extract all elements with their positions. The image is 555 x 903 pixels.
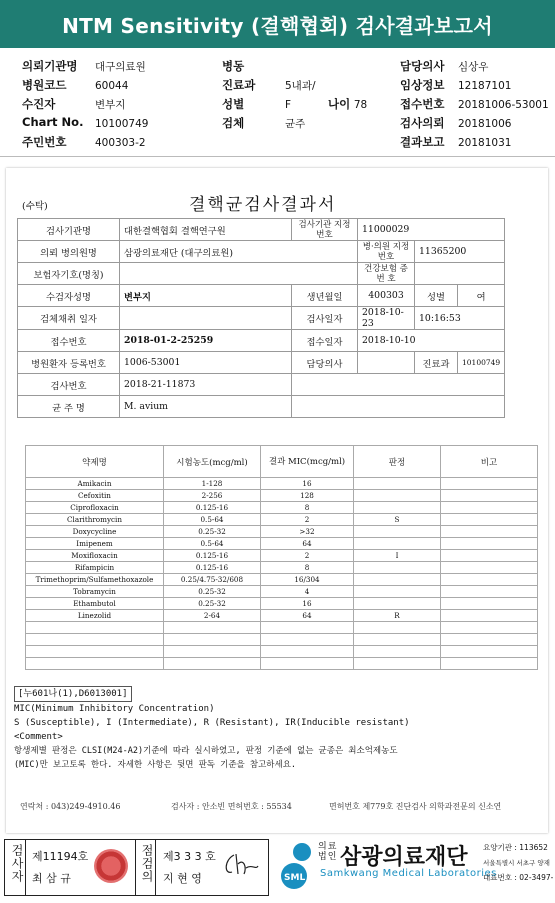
mic-result: 16 bbox=[261, 598, 354, 610]
remark bbox=[441, 538, 538, 550]
mic-result bbox=[261, 634, 354, 646]
mic-result: 2 bbox=[261, 550, 354, 562]
receipt-date-label: 접수일자 bbox=[292, 330, 358, 352]
org-prefix: 의료법인 bbox=[318, 842, 338, 862]
drug-name bbox=[26, 646, 164, 658]
remark bbox=[441, 574, 538, 586]
receipt-date: 2018-10-10 bbox=[358, 330, 505, 352]
test-range: 0.25/4.75-32/608 bbox=[164, 574, 261, 586]
test-range bbox=[164, 634, 261, 646]
dept: 10100749 bbox=[458, 352, 505, 374]
test-range: 0.25-32 bbox=[164, 586, 261, 598]
interpretation bbox=[354, 490, 441, 502]
test-range bbox=[164, 646, 261, 658]
dob: 400303 bbox=[358, 285, 415, 307]
note-comment-2: (MIC)만 보고토록 한다. 자세한 사항은 뒷면 판독 기준을 참고하세요. bbox=[14, 760, 297, 770]
mic-result: 64 bbox=[261, 610, 354, 622]
test-range: 0.5-64 bbox=[164, 514, 261, 526]
remark bbox=[441, 622, 538, 634]
test-range: 0.25-32 bbox=[164, 526, 261, 538]
lab-name: 대한결핵협회 결핵연구원 bbox=[120, 219, 292, 241]
test-range: 1-128 bbox=[164, 478, 261, 490]
footer-license: 면허번호 제779호 진단검사 의학과전문의 신소연 bbox=[329, 802, 502, 811]
org-name: 삼광의료재단 bbox=[340, 845, 468, 870]
verifier-tag: 점검의 bbox=[140, 844, 154, 883]
drug-row bbox=[26, 646, 538, 658]
drug-row bbox=[26, 490, 538, 502]
req-code-label: 병·의원 지정번호 bbox=[358, 241, 415, 263]
col-drug: 약제명 bbox=[26, 446, 164, 478]
interpretation bbox=[354, 634, 441, 646]
test-range: 0.25-32 bbox=[164, 598, 261, 610]
remark bbox=[441, 634, 538, 646]
mic-result bbox=[261, 622, 354, 634]
header-label: 결과보고 bbox=[400, 135, 445, 149]
susceptibility-table bbox=[25, 445, 538, 670]
header-label: 검체 bbox=[222, 116, 245, 130]
drug-name: Imipenem bbox=[26, 538, 164, 550]
interpretation bbox=[354, 562, 441, 574]
note-mic: MIC(Minimum Inhibitory Concentration) bbox=[14, 704, 215, 714]
lab-code: 11000029 bbox=[358, 219, 505, 241]
col-interp: 판정 bbox=[354, 446, 441, 478]
drug-row bbox=[26, 586, 538, 598]
drug-name: Amikacin bbox=[26, 478, 164, 490]
examiner-tag: 검사자 bbox=[10, 844, 24, 883]
drug-name: Rifampicin bbox=[26, 562, 164, 574]
interpretation: S bbox=[354, 514, 441, 526]
examiner-no: 제11194호 bbox=[32, 850, 89, 863]
examiner-name: 최 삼 규 bbox=[32, 872, 71, 885]
header-label: 임상정보 bbox=[400, 78, 445, 92]
drug-row bbox=[26, 478, 538, 490]
contact-1: 요양기관 : 113652 bbox=[483, 843, 548, 852]
header-label: Chart No. bbox=[22, 115, 84, 129]
test-range: 0.125-16 bbox=[164, 502, 261, 514]
header-value: 12187101 bbox=[458, 80, 512, 92]
note-legend: S (Susceptible), I (Intermediate), R (Resistant), IR(Inducible resistant) bbox=[14, 718, 410, 728]
drug-name: Linezolid bbox=[26, 610, 164, 622]
drug-name bbox=[26, 634, 164, 646]
bottom-signature-bar bbox=[0, 836, 555, 903]
drug-row bbox=[26, 514, 538, 526]
header-value: 10100749 bbox=[95, 118, 149, 130]
header-label: 검사의뢰 bbox=[400, 116, 445, 130]
mic-result bbox=[261, 646, 354, 658]
exam-label: 검사번호 bbox=[18, 374, 120, 396]
note-code: 누601나(1),D6013001 bbox=[23, 689, 123, 699]
drug-row bbox=[26, 658, 538, 670]
header-value: 대구의료원 bbox=[95, 61, 146, 73]
col-range: 시험농도(mcg/ml) bbox=[164, 446, 261, 478]
drug-name bbox=[26, 658, 164, 670]
mic-result: 128 bbox=[261, 490, 354, 502]
drug-name: Clarithromycin bbox=[26, 514, 164, 526]
receipt-label: 접수번호 bbox=[18, 330, 120, 352]
header-value: 400303-2 bbox=[95, 137, 146, 149]
drug-name: Moxifloxacin bbox=[26, 550, 164, 562]
lab-name-label: 검사기관명 bbox=[18, 219, 120, 241]
mic-result: >32 bbox=[261, 526, 354, 538]
mic-result: 16/304 bbox=[261, 574, 354, 586]
age-label: 나이 78 bbox=[328, 97, 368, 111]
header-label: 담당의사 bbox=[400, 59, 445, 73]
header-label: 의뢰기관명 bbox=[22, 59, 78, 73]
mic-result: 16 bbox=[261, 478, 354, 490]
interpretation bbox=[354, 598, 441, 610]
contact-3: 대표번호 : 02-3497- bbox=[483, 873, 554, 882]
mic-result: 4 bbox=[261, 586, 354, 598]
header-divider bbox=[0, 156, 555, 157]
header-label: 성별 bbox=[222, 97, 245, 111]
remark bbox=[441, 478, 538, 490]
test-range: 0.5-64 bbox=[164, 538, 261, 550]
interpretation: R bbox=[354, 610, 441, 622]
header-label: 진료과 bbox=[222, 78, 256, 92]
remark bbox=[441, 646, 538, 658]
lab-code-label: 검사기관 지정번호 bbox=[292, 219, 358, 241]
doc-title: 결핵균검사결과서 bbox=[189, 195, 337, 215]
remark bbox=[441, 526, 538, 538]
organism-label: 균 주 명 bbox=[18, 396, 120, 418]
remark bbox=[441, 562, 538, 574]
test-date-label: 검사일자 bbox=[292, 307, 358, 330]
drug-row bbox=[26, 538, 538, 550]
sml-logo-icon bbox=[274, 840, 318, 890]
health-card-label: 건강보험 증 번 호 bbox=[358, 263, 415, 285]
test-range: 2-64 bbox=[164, 610, 261, 622]
sex-label: 성별 bbox=[415, 285, 458, 307]
result-document bbox=[6, 168, 548, 833]
header-value: 균주 bbox=[285, 118, 306, 130]
remark bbox=[441, 586, 538, 598]
reg-label: 병원환자 등록번호 bbox=[18, 352, 120, 374]
remark bbox=[441, 610, 538, 622]
header-label: 병동 bbox=[222, 59, 245, 73]
interpretation bbox=[354, 622, 441, 634]
drug-name bbox=[26, 622, 164, 634]
remark bbox=[441, 514, 538, 526]
test-range bbox=[164, 622, 261, 634]
header-value: 변부지 bbox=[95, 99, 126, 111]
drug-row bbox=[26, 502, 538, 514]
header-label: 병원코드 bbox=[22, 78, 67, 92]
header-value: 60044 bbox=[95, 80, 129, 92]
report-title: NTM Sensitivity (결핵협회) 검사결과보고서 bbox=[0, 0, 555, 48]
interpretation: I bbox=[354, 550, 441, 562]
mic-result: 8 bbox=[261, 562, 354, 574]
remark bbox=[441, 550, 538, 562]
drug-row bbox=[26, 622, 538, 634]
footer-examiner: 검사자 : 안소빈 면허번호 : 55534 bbox=[171, 802, 292, 811]
interpretation bbox=[354, 658, 441, 670]
req-hosp-label: 의뢰 병의원명 bbox=[18, 241, 120, 263]
reg-no: 1006-53001 bbox=[120, 352, 292, 374]
drug-name: Ethambutol bbox=[26, 598, 164, 610]
test-time: 10:16:53 bbox=[415, 307, 505, 330]
drug-row bbox=[26, 610, 538, 622]
receipt-no: 2018-01-2-25259 bbox=[120, 330, 292, 352]
interpretation bbox=[354, 538, 441, 550]
sex: 여 bbox=[458, 285, 505, 307]
test-range: 0.125-16 bbox=[164, 550, 261, 562]
doc-tag: (수탁) bbox=[22, 201, 48, 212]
info-table bbox=[17, 218, 505, 418]
header-value: 20181031 bbox=[458, 137, 512, 149]
mic-result: 64 bbox=[261, 538, 354, 550]
interpretation bbox=[354, 502, 441, 514]
collect-label: 검체채취 일자 bbox=[18, 307, 120, 330]
test-range bbox=[164, 658, 261, 670]
drug-name: Doxycycline bbox=[26, 526, 164, 538]
interpretation bbox=[354, 574, 441, 586]
patient-label: 수검자성명 bbox=[18, 285, 120, 307]
patient-name: 변부지 bbox=[120, 285, 292, 307]
remark bbox=[441, 598, 538, 610]
age-value: 78 bbox=[353, 99, 368, 111]
mic-result: 8 bbox=[261, 502, 354, 514]
signature-icon bbox=[222, 850, 260, 880]
header-value: 20181006-53001 bbox=[458, 99, 549, 111]
drug-name: Tobramycin bbox=[26, 586, 164, 598]
req-code: 11365200 bbox=[415, 241, 505, 263]
drug-row bbox=[26, 550, 538, 562]
remark bbox=[441, 658, 538, 670]
header-value: 20181006 bbox=[458, 118, 512, 130]
interpretation bbox=[354, 478, 441, 490]
header-value: 심상우 bbox=[458, 61, 489, 73]
header-label: 접수번호 bbox=[400, 97, 445, 111]
test-range: 2-256 bbox=[164, 490, 261, 502]
req-hosp: 삼광의료재단 (대구의료원) bbox=[120, 241, 358, 263]
exam-no: 2018-21-11873 bbox=[120, 374, 292, 396]
mic-result: 2 bbox=[261, 514, 354, 526]
drug-name: Cefoxitin bbox=[26, 490, 164, 502]
drug-row bbox=[26, 634, 538, 646]
dept-label: 진료과 bbox=[415, 352, 458, 374]
drug-name: Trimethoprim/Sulfamethoxazole bbox=[26, 574, 164, 586]
drug-row bbox=[26, 526, 538, 538]
insurance-label: 보험자기호(명칭) bbox=[18, 263, 120, 285]
footer-phone: 연락처 : 043)249-4910.46 bbox=[20, 802, 121, 811]
interpretation bbox=[354, 646, 441, 658]
test-date: 2018-10-23 bbox=[358, 307, 415, 330]
header-label: 수진자 bbox=[22, 97, 56, 111]
interpretation bbox=[354, 526, 441, 538]
drug-row bbox=[26, 598, 538, 610]
mic-result bbox=[261, 658, 354, 670]
dob-label: 생년월일 bbox=[292, 285, 358, 307]
col-mic: 결과 MIC(mcg/ml) bbox=[261, 446, 354, 478]
interpretation bbox=[354, 586, 441, 598]
drug-row bbox=[26, 574, 538, 586]
doctor-label: 담당의사 bbox=[292, 352, 358, 374]
header-value: 5내과/ bbox=[285, 80, 316, 92]
test-range: 0.125-16 bbox=[164, 562, 261, 574]
header-value: F bbox=[285, 99, 292, 111]
svg-text:SML: SML bbox=[284, 873, 306, 883]
col-remark: 비고 bbox=[441, 446, 538, 478]
contact-2: 서울특별시 서초구 양재 bbox=[483, 859, 550, 867]
notes: [누601나(1),D6013001] MIC(Minimum Inhibitory Concentration) S (Susceptible), I (Intermediate), R (Resistant), IR(Inducible resistant) <Comment> 항생제별 판정은 CLSI(M24-A2)기준에 따라 실시하였고, 판정 기준에 없는 균종은 최소억제농도 (MIC)만 보고토록 한다. 자세한 사항은 뒷면 판독 기준을 참고하세요. bbox=[14, 686, 536, 772]
verifier-name: 지 현 영 bbox=[163, 872, 202, 885]
header-label: 주민번호 bbox=[22, 135, 67, 149]
organism: M. avium bbox=[120, 396, 292, 418]
note-comment-label: <Comment> bbox=[14, 732, 63, 742]
org-english: Samkwang Medical Laboratories bbox=[320, 868, 497, 879]
drug-name: Ciprofloxacin bbox=[26, 502, 164, 514]
verifier-no: 제3 3 3 호 bbox=[163, 850, 216, 863]
seal-stamp bbox=[94, 849, 128, 883]
remark bbox=[441, 490, 538, 502]
drug-row bbox=[26, 562, 538, 574]
note-comment-1: 항생제별 판정은 CLSI(M24-A2)기준에 따라 실시하였고, 판정 기준에 없는 균종은 최소억제농도 bbox=[14, 746, 398, 756]
remark bbox=[441, 502, 538, 514]
